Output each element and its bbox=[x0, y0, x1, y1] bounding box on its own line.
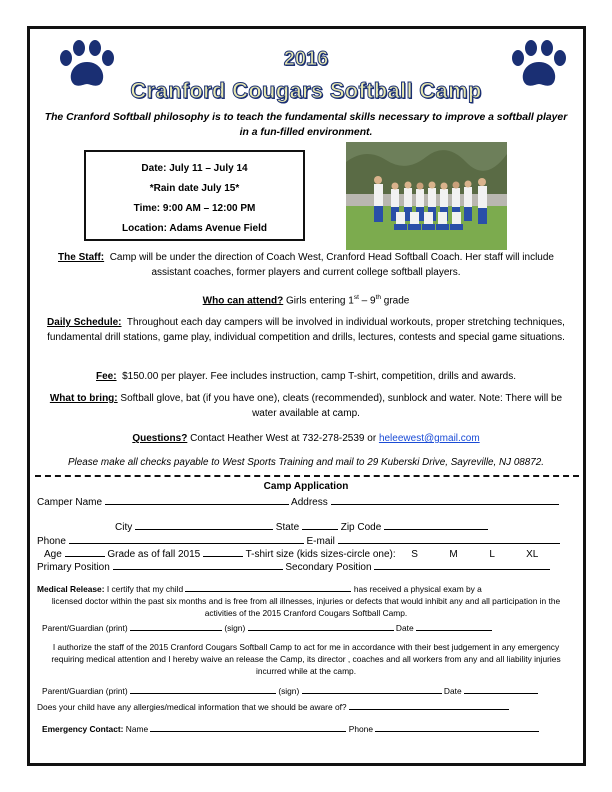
fee-label: Fee: bbox=[95, 371, 117, 382]
zip-field[interactable] bbox=[384, 519, 488, 530]
form-row-phone bbox=[37, 533, 560, 547]
bring-text: Softball glove, bat (if you have one), cleats (recommended), sunblock and water. Note: There will be water available at camp. bbox=[120, 393, 563, 419]
address-label: Address bbox=[291, 497, 328, 508]
camp-time: Time: 9:00 AM – 12:00 PM bbox=[133, 203, 256, 214]
attend-sup-th: th bbox=[375, 294, 381, 301]
phone-field[interactable] bbox=[69, 533, 304, 544]
cut-line bbox=[35, 475, 579, 477]
emergency-row bbox=[42, 723, 539, 734]
schedule-section bbox=[46, 316, 566, 345]
auth-date-label: Date bbox=[443, 686, 462, 696]
application-title: Camp Application bbox=[263, 481, 349, 492]
secondary-position-label: Secondary Position bbox=[285, 562, 372, 573]
email-field[interactable] bbox=[338, 533, 560, 544]
rain-date: *Rain date July 15* bbox=[149, 183, 240, 194]
questions-text: Contact Heather West at 732-278-2539 or bbox=[190, 433, 377, 444]
medical-date-field[interactable] bbox=[416, 622, 492, 631]
fee-text: $150.00 per player. Fee includes instruction, camp T-shirt, competition, drills and awards. bbox=[122, 371, 517, 382]
emergency-label: Emergency Contact: bbox=[42, 724, 124, 734]
city-field[interactable] bbox=[135, 519, 273, 530]
age-label: Age bbox=[44, 549, 62, 560]
emergency-phone-field[interactable] bbox=[375, 723, 539, 732]
camper-name-field[interactable] bbox=[105, 494, 289, 505]
secondary-position-field[interactable] bbox=[374, 559, 550, 570]
size-option-m[interactable]: M bbox=[449, 549, 458, 560]
questions-section bbox=[46, 432, 566, 447]
allergies-row bbox=[37, 701, 509, 712]
staff-section bbox=[46, 251, 566, 280]
bring-section bbox=[46, 392, 566, 421]
primary-position-field[interactable] bbox=[113, 559, 283, 570]
age-field[interactable] bbox=[65, 546, 105, 557]
camp-title: Cranford Cougars Softball Camp bbox=[130, 78, 482, 103]
city-label: City bbox=[115, 522, 133, 533]
attend-text-c: grade bbox=[380, 295, 410, 307]
attend-section bbox=[46, 291, 566, 309]
medical-sign-label: (sign) bbox=[224, 623, 246, 633]
medical-signature-row bbox=[42, 622, 492, 633]
authorization-signature-row bbox=[42, 685, 538, 696]
camp-date: Date: July 11 – July 14 bbox=[141, 163, 248, 174]
auth-sign-label: (sign) bbox=[278, 686, 300, 696]
medical-parent-label: Parent/Guardian (print) bbox=[42, 623, 128, 633]
attend-sup-st: st bbox=[353, 294, 359, 301]
authorization-text: I authorize the staff of the 2015 Cranford Cougars Softball Camp to act for me in accordance with their best judgement in any emergency requiring medical attention and I hereby waive an release the Camp, its director , coaches and all workers from any and all liability injuries incurred while at the camp. bbox=[51, 642, 561, 676]
philosophy-statement: The Cranford Softball philosophy is to teach the fundamental skills necessary to improve a softball player in a fun-filled environment. bbox=[44, 112, 568, 138]
medical-text-b: has received a physical exam by a bbox=[353, 584, 482, 594]
primary-position-label: Primary Position bbox=[37, 562, 110, 573]
email-link[interactable]: heleewest@gmail.com bbox=[378, 433, 480, 444]
auth-sign-field[interactable] bbox=[302, 685, 442, 694]
staff-label: The Staff: bbox=[58, 252, 105, 263]
fee-section bbox=[46, 370, 566, 385]
camper-name-label: Camper Name bbox=[37, 497, 103, 508]
schedule-text: Throughout each day campers will be involved in individual workouts, proper stretching techniques, fundamental drill stations, game play, individual competition and drills, lectures, contests and special game situations. bbox=[47, 317, 565, 343]
attend-text-a: Girls entering 1 bbox=[286, 295, 354, 307]
size-option-s[interactable]: S bbox=[411, 549, 418, 560]
questions-label: Questions? bbox=[132, 433, 188, 444]
auth-parent-field[interactable] bbox=[130, 685, 276, 694]
auth-parent-label: Parent/Guardian (print) bbox=[42, 686, 128, 696]
bring-label: What to bring: bbox=[49, 393, 118, 404]
state-label: State bbox=[275, 522, 300, 533]
emergency-name-label: Name bbox=[125, 724, 149, 734]
size-option-xl[interactable]: XL bbox=[526, 549, 539, 560]
grade-label: Grade as of fall 2015 bbox=[107, 549, 201, 560]
medical-sign-field[interactable] bbox=[248, 622, 394, 631]
camp-info-box bbox=[84, 150, 305, 241]
address-field[interactable] bbox=[331, 494, 559, 505]
auth-date-field[interactable] bbox=[464, 685, 538, 694]
phone-label: Phone bbox=[37, 536, 66, 547]
attend-label: Who can attend? bbox=[202, 295, 284, 307]
medical-date-label: Date bbox=[395, 623, 414, 633]
attend-text-b: – 9 bbox=[358, 295, 376, 307]
form-row-age bbox=[44, 546, 538, 560]
size-option-l[interactable]: L bbox=[489, 549, 495, 560]
grade-field[interactable] bbox=[203, 546, 243, 557]
email-label: E-mail bbox=[306, 536, 335, 547]
allergies-question: Does your child have any allergies/medical information that we should be aware of? bbox=[37, 702, 347, 712]
allergies-field[interactable] bbox=[349, 701, 509, 710]
medical-text-c: licensed doctor within the past six months and is free from all illnesses, injuries or defects that would inhibit any and all participation in the activities of the 2015 Cranford Cougars Softball Camp. bbox=[51, 596, 561, 618]
medical-label: Medical Release: bbox=[37, 584, 105, 594]
camp-location: Location: Adams Avenue Field bbox=[121, 223, 268, 234]
checks-note: Please make all checks payable to West Sports Training and mail to 29 Kuberski Drive, Sayreville, NJ 08872. bbox=[67, 457, 545, 468]
staff-text: Camp will be under the direction of Coach West, Cranford Head Softball Coach. Her staff will include assistant coaches, former players and current college softball players. bbox=[109, 252, 554, 278]
state-field[interactable] bbox=[302, 519, 338, 530]
medical-parent-field[interactable] bbox=[130, 622, 222, 631]
emergency-name-field[interactable] bbox=[150, 723, 346, 732]
emergency-phone-label: Phone bbox=[348, 724, 373, 734]
camp-year: 2016 bbox=[283, 48, 329, 70]
form-row-position bbox=[37, 559, 550, 573]
schedule-label: Daily Schedule: bbox=[47, 317, 122, 328]
medical-text-a: I certify that my child bbox=[106, 584, 184, 594]
zip-label: Zip Code bbox=[340, 522, 382, 533]
medical-row bbox=[37, 583, 482, 594]
team-photo bbox=[346, 142, 507, 250]
tshirt-label: T-shirt size (kids sizes-circle one): bbox=[245, 549, 396, 560]
form-row-name bbox=[37, 494, 559, 508]
child-name-field[interactable] bbox=[185, 583, 351, 592]
form-row-city bbox=[115, 519, 488, 533]
